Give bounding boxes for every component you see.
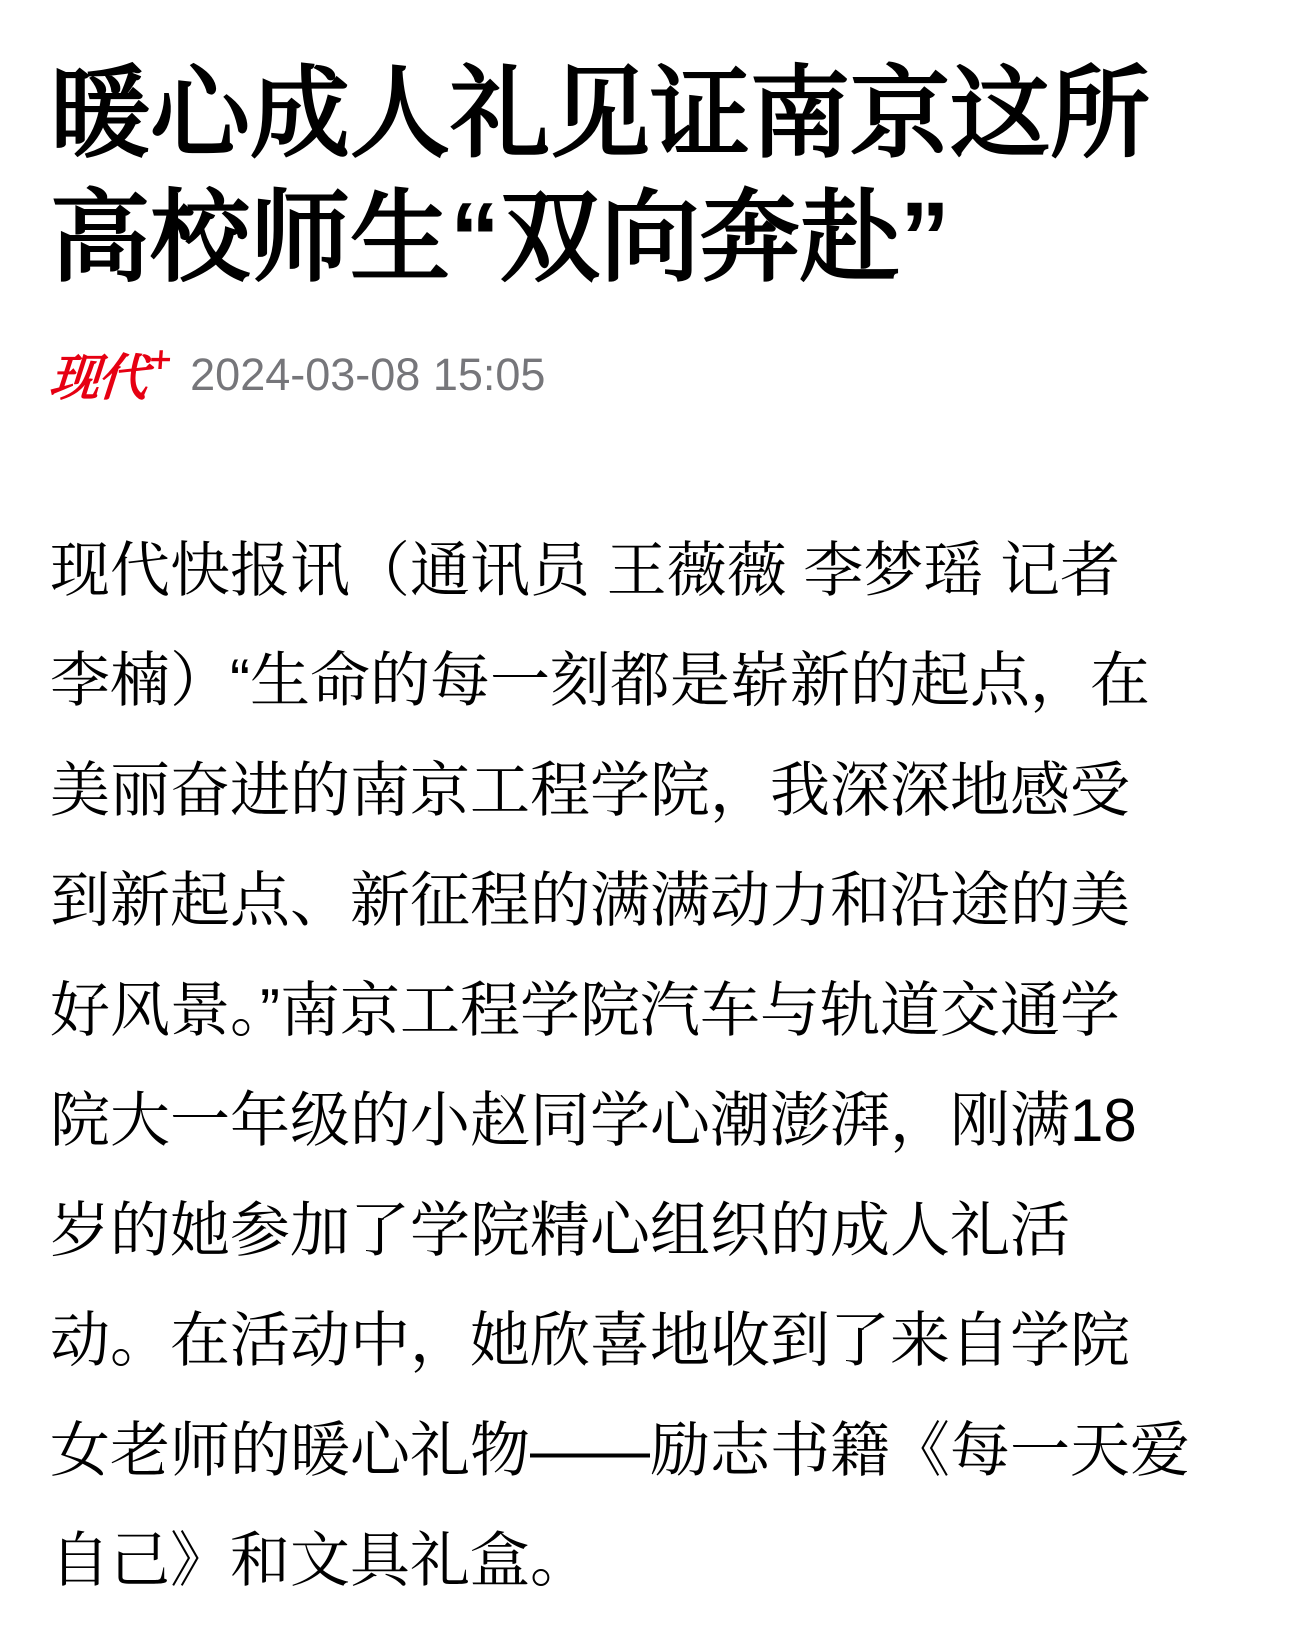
body-line: 岁的她参加了学院精心组织的成人礼活 xyxy=(50,1197,1070,1264)
publisher-logo-plus-icon: + xyxy=(146,342,173,377)
body-line: 自己》和文具礼盒。 xyxy=(50,1527,590,1594)
publisher-logo-text: 现代 xyxy=(47,348,148,407)
article-body xyxy=(50,516,1242,1616)
article-title xyxy=(50,52,1242,300)
article-meta-row xyxy=(47,342,1242,407)
body-line: 李楠）“生命的每一刻都是崭新的起点，在 xyxy=(50,647,1150,714)
publisher-logo[interactable] xyxy=(47,342,173,407)
body-line: 美丽奋进的南京工程学院，我深深地感受 xyxy=(50,757,1130,824)
body-line: 到新起点、新征程的满满动力和沿途的美 xyxy=(50,867,1130,934)
body-line: 女老师的暖心礼物——励志书籍《每一天爱 xyxy=(50,1417,1190,1484)
body-line: 院大一年级的小赵同学心潮澎湃，刚满18 xyxy=(50,1087,1137,1154)
body-line: 好风景。”南京工程学院汽车与轨道交通学 xyxy=(50,977,1120,1044)
publish-datetime: 2024-03-08 15:05 xyxy=(190,348,546,400)
article-title-line-1: 暖心成人礼见证南京这所 xyxy=(50,58,1150,170)
article-title-line-2: 高校师生“双向奔赴” xyxy=(50,182,950,294)
body-line: 现代快报讯（通讯员 王薇薇 李梦瑶 记者 xyxy=(50,537,1121,604)
body-line: 动。在活动中，她欣喜地收到了来自学院 xyxy=(50,1307,1130,1374)
